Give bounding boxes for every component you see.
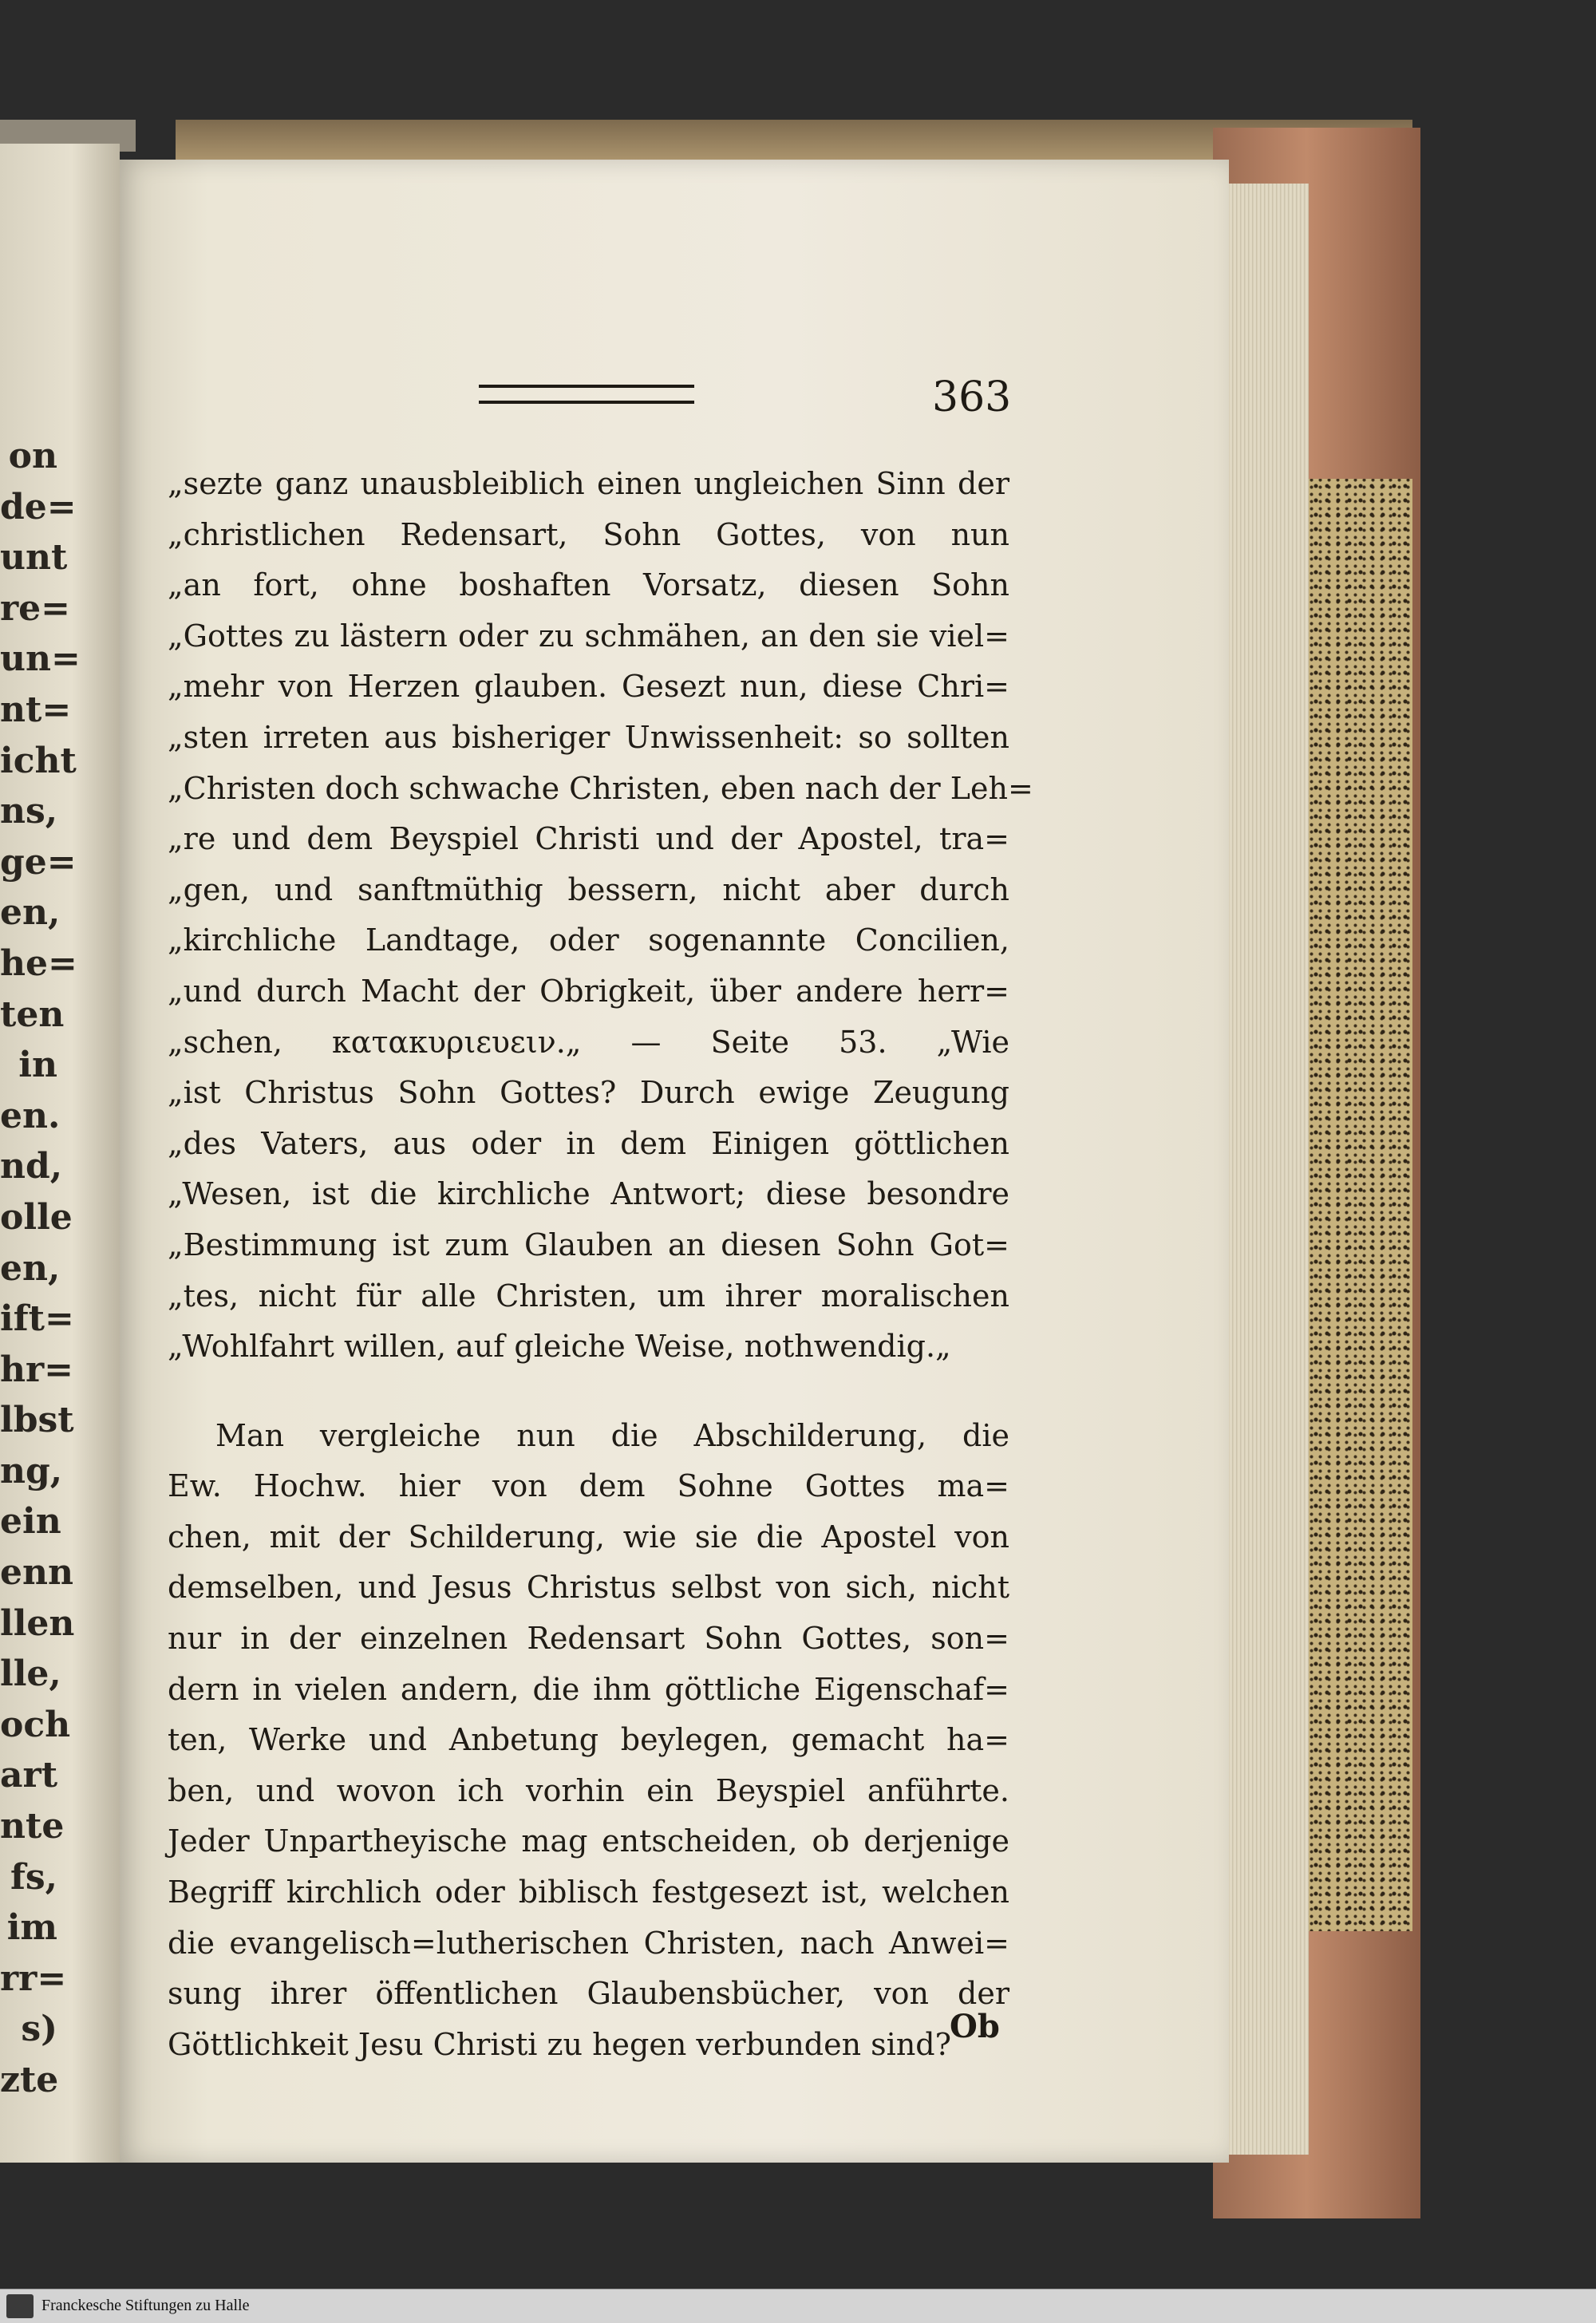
catchword: Ob	[950, 2008, 1000, 2045]
text-line: Göttlichkeit Jesu Christi zu hegen verbunden sind?	[168, 2026, 951, 2062]
text-line: „Gottes zu lästern oder zu schmähen, an den sie viel=	[168, 618, 1009, 654]
left-fragment: im	[6, 1907, 57, 1949]
left-fragment: hr=	[0, 1349, 74, 1390]
left-fragment: zte	[0, 2060, 59, 2100]
text-line: demselben, und Jesus Christus selbst von sich, nicht	[168, 1570, 1009, 1606]
left-fragment: lbst	[0, 1400, 74, 1441]
text-line: „ist Christus Sohn Gottes? Durch ewige Zeugung	[168, 1075, 1009, 1111]
left-fragment: nt=	[0, 689, 72, 730]
text-line: Begriff kirchlich oder biblisch festgesezt ist, welchen	[168, 1875, 1009, 1910]
left-page-text-fragments	[0, 431, 81, 2106]
page-number: 363	[932, 373, 1012, 421]
text-line: „sezte ganz unausbleiblich einen ungleichen Sinn der	[168, 466, 1009, 501]
left-fragment: llen	[0, 1602, 75, 1644]
left-fragment: rr=	[0, 1958, 67, 1999]
text-line: „re und dem Beyspiel Christi und der Apostel, tra=	[168, 821, 1009, 857]
text-line: „des Vaters, aus oder in dem Einigen göttlichen	[168, 1125, 1009, 1161]
text-line: nur in der einzelnen Redensart Sohn Gottes, son=	[168, 1621, 1009, 1657]
text-line: Jeder Unpartheyische mag entscheiden, ob derjenige	[168, 1823, 1009, 1859]
left-fragment: en.	[0, 1095, 61, 1136]
text-line: „Wohlfahrt willen, auf gleiche Weise, nothwendig.„	[168, 1329, 951, 1365]
left-fragment: he=	[0, 942, 77, 984]
left-fragment: ein	[0, 1501, 61, 1543]
text-line: Man vergleiche nun die Abschilderung, die	[215, 1417, 1009, 1453]
left-fragment: on	[8, 436, 57, 476]
left-fragment: och	[0, 1704, 71, 1745]
text-line: „mehr von Herzen glauben. Gesezt nun, diese Chri=	[168, 669, 1009, 705]
text-line: chen, mit der Schilderung, wie sie die Apostel von	[168, 1519, 1009, 1555]
text-line: „schen, κατακυριευειν.„ — Seite 53. „Wie	[168, 1024, 1009, 1060]
text-line: „Wesen, ist die kirchliche Antwort; diese besondre	[168, 1176, 1009, 1212]
text-line: „und durch Macht der Obrigkeit, über andere herr=	[168, 973, 1009, 1009]
text-line: ten, Werke und Anbetung beylegen, gemacht ha=	[168, 1722, 1009, 1758]
left-fragment: enn	[0, 1552, 73, 1594]
left-fragment: s)	[21, 2009, 57, 2050]
text-line: sung ihrer öffentlichen Glaubensbücher, von der	[168, 1976, 1009, 2012]
left-fragment: ten	[0, 994, 65, 1035]
paragraph-main	[168, 1411, 1009, 2071]
left-fragment: fs,	[10, 1856, 57, 1898]
left-fragment: lle,	[0, 1653, 61, 1695]
text-line: „kirchliche Landtage, oder sogenannte Concilien,	[168, 922, 1009, 958]
left-fragment: un=	[0, 638, 81, 680]
left-fragment: olle	[0, 1196, 73, 1238]
header-rule	[479, 385, 694, 404]
left-fragment: art	[0, 1755, 58, 1796]
left-fragment: de=	[0, 486, 77, 527]
page-body-text	[168, 459, 1033, 2070]
left-fragment: re=	[0, 587, 71, 629]
left-fragment: nte	[0, 1806, 65, 1847]
left-fragment: unt	[0, 537, 68, 579]
left-fragment: ns,	[0, 791, 58, 832]
left-fragment: en,	[0, 1247, 61, 1289]
text-line: „sten irreten aus bisheriger Unwissenheit: so sollten	[168, 719, 1009, 755]
left-fragment: ge=	[0, 841, 77, 883]
text-line: „gen, und sanftmüthig bessern, nicht aber durch	[168, 871, 1009, 907]
left-fragment: en,	[0, 892, 61, 934]
text-line: ben, und wovon ich vorhin ein Beyspiel anführte.	[168, 1772, 1009, 1808]
text-line: „Bestimmung ist zum Glauben an diesen Sohn Got=	[168, 1227, 1009, 1262]
institution-logo-icon	[6, 2294, 34, 2318]
left-fragment: icht	[0, 740, 77, 781]
text-line: „tes, nicht für alle Christen, um ihrer moralischen	[168, 1278, 1009, 1314]
left-fragment: nd,	[0, 1146, 63, 1187]
text-line: dern in vielen andern, die ihm göttliche Eigenschaf=	[168, 1671, 1009, 1707]
footer-institution-name: Franckesche Stiftungen zu Halle	[41, 2297, 250, 2314]
left-fragment: ift=	[0, 1298, 74, 1340]
text-line: die evangelisch=lutherischen Christen, nach Anwei=	[168, 1925, 1009, 1961]
left-fragment: in	[18, 1045, 57, 1086]
footer-bar	[0, 2289, 1596, 2323]
left-fragment: ng,	[0, 1450, 63, 1491]
text-line: „an fort, ohne boshaften Vorsatz, diesen Sohn	[168, 567, 1009, 603]
page-block-edges	[1221, 184, 1309, 2155]
text-line: „Christen doch schwache Christen, eben nach der Leh=	[168, 770, 1033, 806]
paragraph-quote	[168, 459, 1033, 1373]
text-line: Ew. Hochw. hier von dem Sohne Gottes ma=	[168, 1468, 1009, 1504]
text-line: „christlichen Redensart, Sohn Gottes, von nun	[168, 516, 1009, 552]
